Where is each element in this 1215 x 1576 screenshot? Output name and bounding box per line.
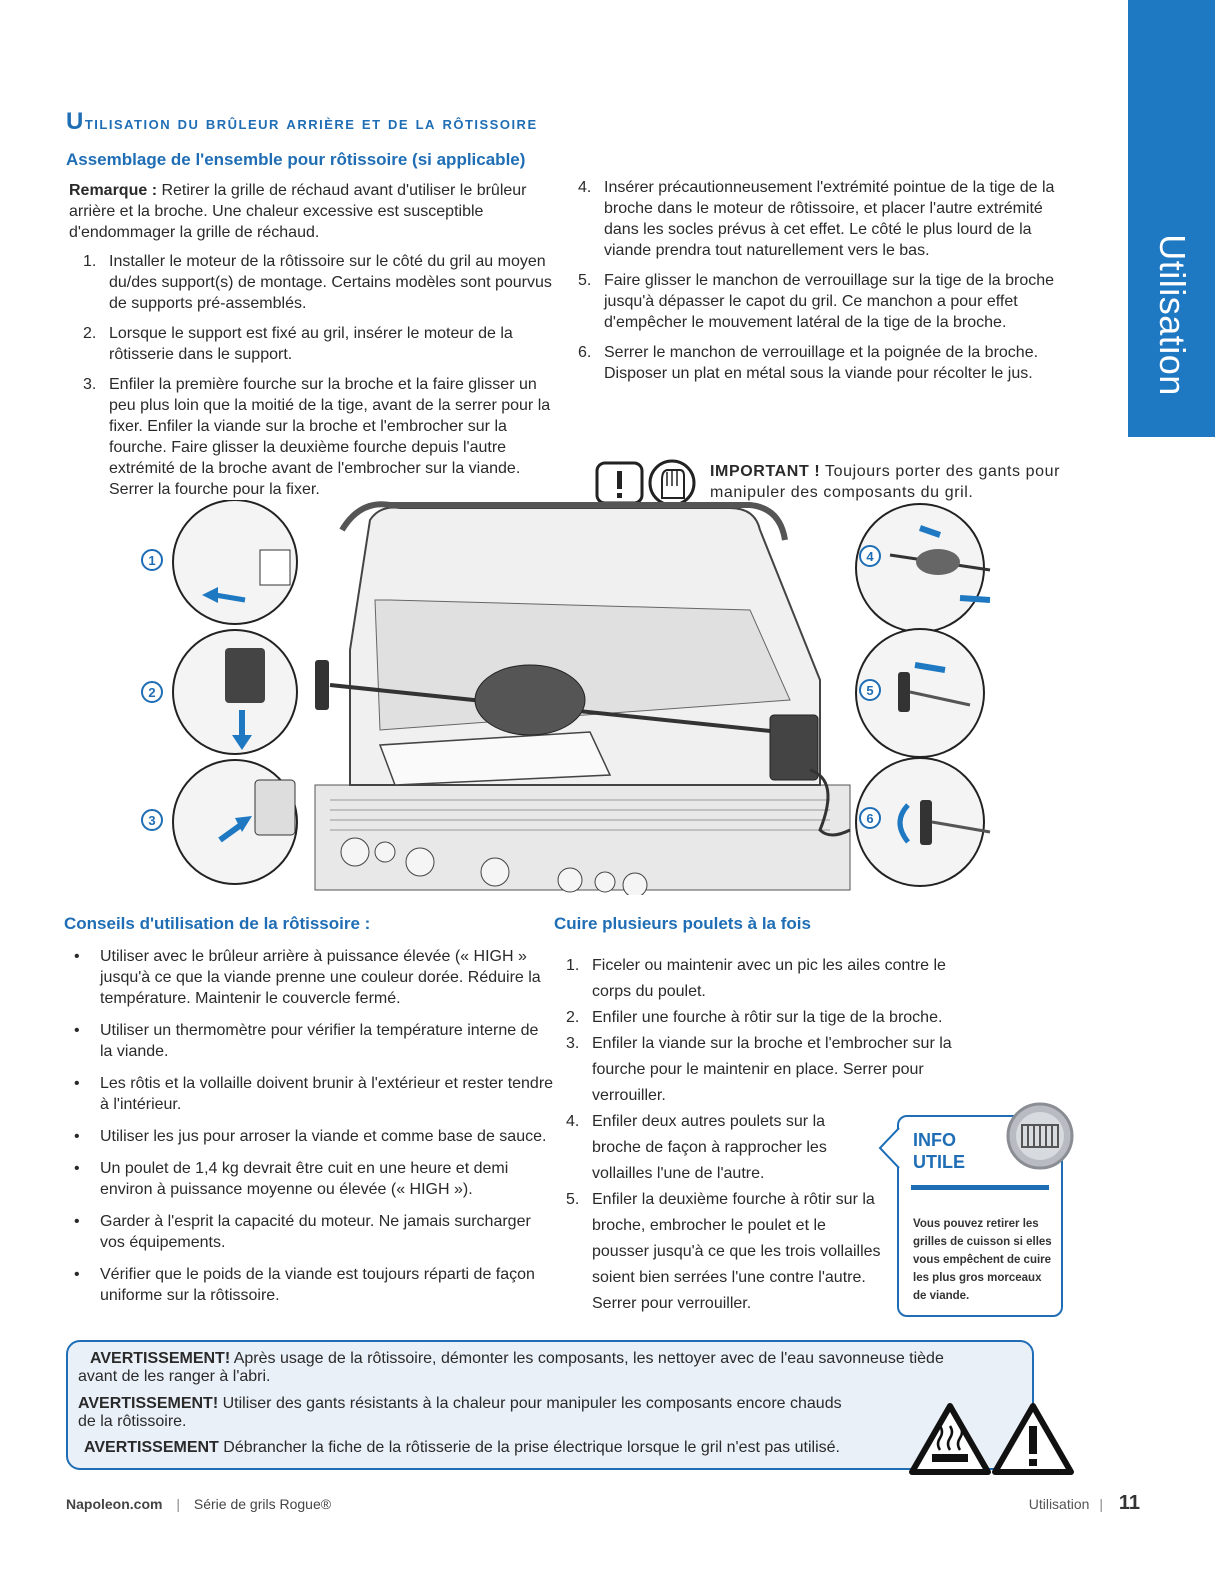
callout-2 xyxy=(142,682,162,702)
section-side-tab xyxy=(1128,0,1215,437)
glove-icon xyxy=(650,461,694,505)
warning-icon xyxy=(995,1406,1071,1472)
svg-text:4: 4 xyxy=(866,549,874,564)
note-text: Retirer la grille de réchaud avant d'utiliser le brûleur arrière et la broche. Une chaleur excessive est susceptible d'endommager la grille de réchaud. xyxy=(69,182,527,241)
info-box xyxy=(897,1115,1063,1317)
footer-left xyxy=(66,1496,331,1512)
list-item: • Utiliser un thermomètre pour vérifier la température interne de la viande. xyxy=(64,1020,554,1062)
footer-section: Utilisation xyxy=(1028,1496,1090,1512)
detail-1 xyxy=(173,500,297,624)
tips-heading: Conseils d'utilisation de la rôtissoire : xyxy=(64,914,371,933)
warning-box xyxy=(66,1340,1034,1470)
warning-2: AVERTISSEMENT! Utiliser des gants résistants à la chaleur pour manipuler les composants encore chauds xyxy=(78,1395,842,1412)
warning-2-cont: de la rôtissoire. xyxy=(78,1413,187,1430)
grill-grate-icon xyxy=(1005,1101,1075,1171)
hot-surface-icon xyxy=(912,1406,988,1472)
callout-1 xyxy=(142,550,162,570)
grill-illustration xyxy=(315,504,850,895)
list-item: 4. Enfiler deux autres poulets sur la broche de façon à rapprocher les vollailles l'une de l'autre. xyxy=(566,1113,827,1182)
footer-right xyxy=(1029,1492,1140,1515)
svg-text:3: 3 xyxy=(148,813,156,828)
important-text: IMPORTANT ! Toujours porter des gants pour manipuler des composants du gril. xyxy=(710,463,1061,501)
list-item: • Utiliser les jus pour arroser la viande et comme base de sauce. xyxy=(64,1126,554,1147)
warning-1: AVERTISSEMENT! Après usage de la rôtissoire, démonter les composants, les nettoyer avec de l'eau savonneuse tiède xyxy=(90,1350,944,1367)
detail-3 xyxy=(173,760,297,884)
list-item: 2. Enfiler une fourche à rôtir sur la tige de la broche. xyxy=(566,1009,943,1026)
list-item: 5. Enfiler la deuxième fourche à rôtir sur la broche, embrocher le poulet et le pousser jusqu'à ce que les trois vollailles soient bien serrées l'une contre l'autre. Serrer pour verrouiller. xyxy=(566,1191,881,1312)
list-item: • Un poulet de 1,4 kg devrait être cuit en une heure et demi environ à puissance moyenne ou élevée (« HIGH »). xyxy=(64,1158,554,1200)
list-item: • Utiliser avec le brûleur arrière à puissance élevée (« HIGH » jusqu'à ce que la viande prenne une couleur dorée. Réduire la température. Maintenir le couvercle fermé. xyxy=(64,946,554,1009)
svg-text:6: 6 xyxy=(866,811,874,826)
tips-list xyxy=(64,946,554,1317)
footer-series: Série de grils Rogue® xyxy=(193,1496,332,1512)
list-item: 5. Faire glisser le manchon de verrouillage sur la tige de la broche jusqu'à dépasser le capot du gril. Ce manchon a pour effet d'empêcher le mouvement latéral de la tige de la broche. xyxy=(578,272,1055,331)
svg-text:2: 2 xyxy=(148,685,156,700)
list-item: 1. Ficeler ou maintenir avec un pic les ailes contre le corps du poulet. xyxy=(566,957,946,1000)
page-number: 11 xyxy=(1118,1492,1140,1514)
list-item: 3. Enfiler la viande sur la broche et l'embrocher sur la fourche pour le maintenir en place. Serrer pour verrouiller. xyxy=(566,1035,952,1104)
note-label: Remarque : xyxy=(69,182,158,199)
page-title: Utilisation du brûleur arrière et de la rôtissoire xyxy=(66,108,538,135)
footer-separator: | xyxy=(176,1496,180,1512)
info-title: INFO UTILE xyxy=(913,1130,965,1172)
assembly-heading: Assemblage de l'ensemble pour rôtissoire (si applicable) xyxy=(66,150,526,169)
warning-1-cont: avant de les ranger à l'abri. xyxy=(78,1368,271,1385)
assembly-note xyxy=(69,180,539,243)
assembly-steps-right xyxy=(564,177,1058,393)
callout-3 xyxy=(142,810,162,830)
info-text: Vous pouvez retirer les grilles de cuisson si elles vous empêchent de cuire les plus gros morceaux de viande. xyxy=(913,1218,1052,1302)
exclamation-icon xyxy=(597,463,642,503)
side-tab-label: Utilisation xyxy=(1151,234,1193,396)
list-item: 4. Insérer précautionneusement l'extrémité pointue de la tige de la broche dans le moteur de rôtissoire, et placer l'autre extrémité dans les socles prévus à cet effet. Le côté le plus lourd de la viande prendra tout naturellement vers le bas. xyxy=(578,179,1055,259)
info-divider xyxy=(911,1185,1049,1190)
callout-4 xyxy=(860,546,880,566)
svg-text:1: 1 xyxy=(148,553,156,568)
list-item: 2. Lorsque le support est fixé au gril, insérer le moteur de la rôtisserie dans le support. xyxy=(83,325,513,363)
info-box-pointer xyxy=(878,1128,900,1168)
list-item: 3. Enfiler la première fourche sur la broche et la faire glisser un peu plus loin que la moitié de la tige, avant de la serrer pour la fixer. Enfiler la viande sur la broche et l'embrocher sur la fourche. Faire glisser la deuxième fourche depuis l'autre extrémité de la broche avant de l'embrocher sur la viande. Serrer la fourche pour la fixer. xyxy=(83,376,551,498)
list-item: • Vérifier que le poids de la viande est toujours réparti de façon uniforme sur la rôtissoire. xyxy=(64,1264,554,1306)
footer-separator-right: | xyxy=(1099,1496,1103,1512)
callout-6 xyxy=(860,808,880,828)
svg-text:5: 5 xyxy=(866,683,874,698)
callout-5 xyxy=(860,680,880,700)
warning-3: AVERTISSEMENT Débrancher la fiche de la rôtisserie de la prise électrique lorsque le gril n'est pas utilisé. xyxy=(84,1439,840,1456)
list-item: • Les rôtis et la vollaille doivent brunir à l'extérieur et rester tendre à l'intérieur. xyxy=(64,1073,554,1115)
rotisserie-assembly-figure xyxy=(130,500,1030,895)
detail-4 xyxy=(856,504,990,632)
footer-brand: Napoleon.com xyxy=(66,1496,163,1512)
chickens-heading: Cuire plusieurs poulets à la fois xyxy=(554,914,811,933)
list-item: 1. Installer le moteur de la rôtissoire sur le côté du gril au moyen du/des support(s) de montage. Certains modèles sont pourvus de supports pré-assemblés. xyxy=(83,253,552,312)
detail-2 xyxy=(173,630,297,754)
list-item: 6. Serrer le manchon de verrouillage et la poignée de la broche. Disposer un plat en métal sous la viande pour récolter le jus. xyxy=(578,344,1039,382)
warning-triangles xyxy=(908,1402,1088,1478)
list-item: • Garder à l'esprit la capacité du moteur. Ne jamais surcharger vos équipements. xyxy=(64,1211,554,1253)
assembly-steps-left xyxy=(69,251,555,509)
